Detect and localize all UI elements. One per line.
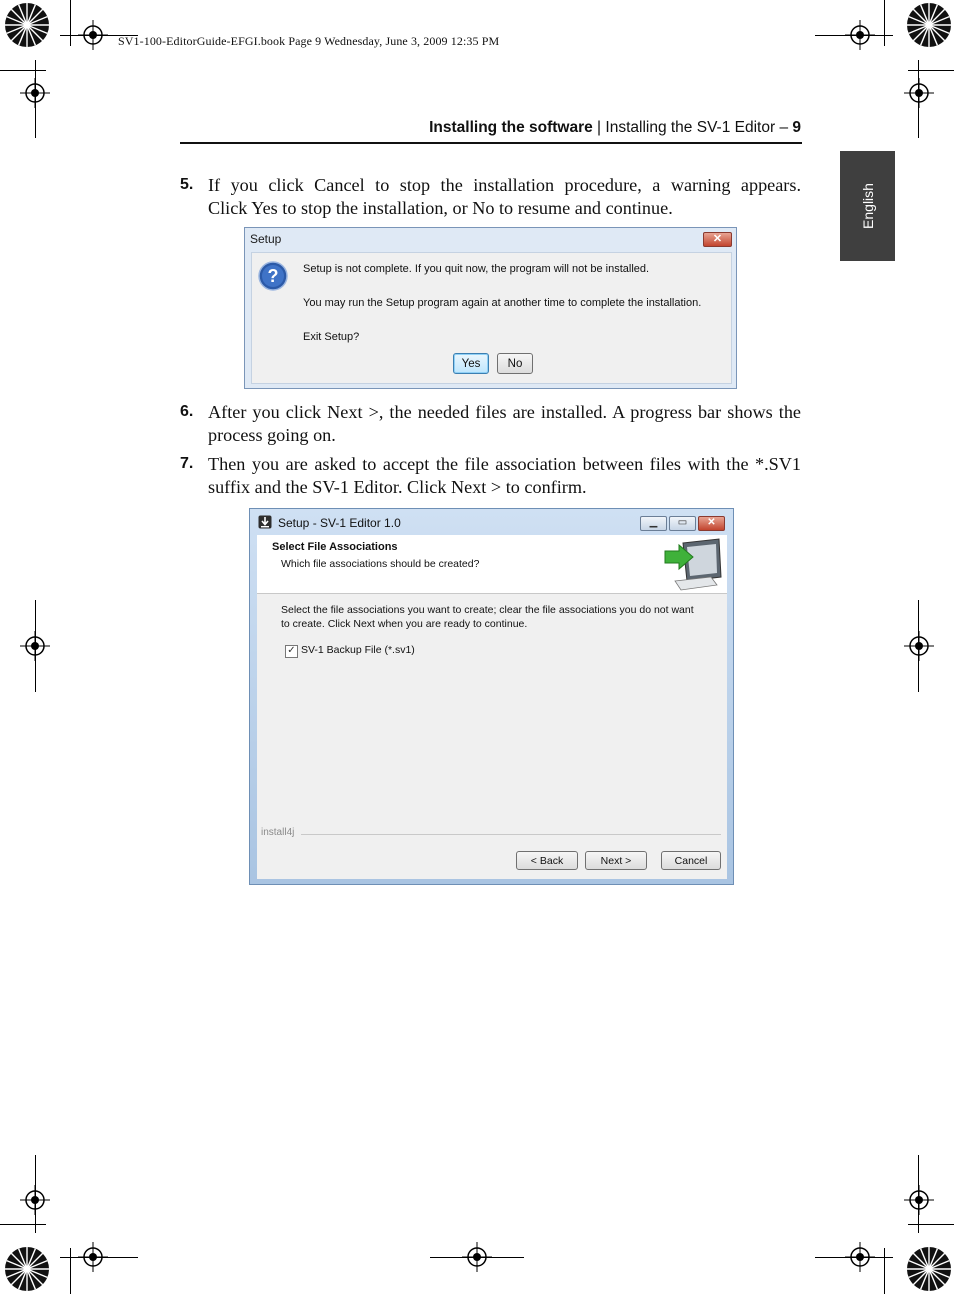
step-number: 5. xyxy=(180,176,194,193)
crop-line xyxy=(815,35,893,36)
installer-brand: install4j xyxy=(261,827,295,838)
running-head-separator: | xyxy=(592,119,606,136)
page-number: 9 xyxy=(792,119,801,136)
file-associations-dialog xyxy=(249,508,734,885)
running-head-subsection: Installing the SV-1 Editor xyxy=(605,119,776,136)
print-slug: SV1-100-EditorGuide-EFGI.book Page 9 Wednesday, June 3, 2009 12:35 PM xyxy=(118,34,500,48)
running-head-section: Installing the software xyxy=(429,119,593,136)
step-text-line: suffix and the SV-1 Editor. Click Next > to confirm. xyxy=(208,477,587,497)
crop-line xyxy=(0,1224,46,1225)
yes-button[interactable]: Yes xyxy=(453,353,489,374)
crop-line xyxy=(60,1257,138,1258)
cancel-button[interactable]: Cancel xyxy=(661,851,721,870)
footer-separator xyxy=(301,834,721,835)
running-head-dash: – xyxy=(775,119,793,136)
crop-line xyxy=(35,600,36,692)
crop-line xyxy=(884,0,885,46)
checkbox-label: SV-1 Backup File (*.sv1) xyxy=(301,644,415,656)
dialog-title: Setup - SV-1 Editor 1.0 xyxy=(278,516,401,530)
step-number: 7. xyxy=(180,455,194,472)
crop-line xyxy=(70,0,71,46)
crop-line xyxy=(35,60,36,138)
crop-line xyxy=(918,600,919,692)
question-icon xyxy=(258,261,288,291)
header-rule xyxy=(180,142,802,144)
maximize-button[interactable]: ▭ xyxy=(669,516,696,531)
crop-line xyxy=(815,1257,893,1258)
installer-icon xyxy=(258,515,272,529)
step-number: 6. xyxy=(180,403,194,420)
minimize-button[interactable]: ▁ xyxy=(640,516,667,531)
crop-line xyxy=(884,1248,885,1294)
crop-line xyxy=(908,1224,954,1225)
starburst-mark-top-left xyxy=(4,2,50,48)
registration-mark xyxy=(904,631,934,661)
dialog-client-area xyxy=(257,535,727,879)
step-text-line: If you click Cancel to stop the installation procedure, a warning appears. xyxy=(208,175,801,195)
dialog-body xyxy=(251,252,732,384)
wizard-header xyxy=(257,535,727,594)
starburst-mark-top-right xyxy=(906,2,952,48)
setup-warning-dialog xyxy=(244,227,737,389)
crop-line xyxy=(430,1257,524,1258)
no-button[interactable]: No xyxy=(497,353,533,374)
wizard-header-title: Select File Associations xyxy=(272,541,398,553)
crop-line xyxy=(35,1155,36,1233)
registration-mark xyxy=(904,78,934,108)
dialog-message-line: Setup is not complete. If you quit now, the program will not be installed. xyxy=(303,263,650,275)
dialog-message-line: Exit Setup? xyxy=(303,331,360,343)
starburst-mark-bottom-right xyxy=(906,1246,952,1292)
crop-line xyxy=(0,70,46,71)
step-text-line: After you click Next >, the needed files are installed. A progress bar shows the xyxy=(208,402,801,422)
sv1-association-checkbox[interactable]: ✓ xyxy=(285,645,298,658)
crop-line xyxy=(918,1155,919,1233)
step-text-line: Click Yes to stop the installation, or No to resume and continue. xyxy=(208,198,673,218)
instruction-line: to create. Click Next when you are ready to continue. xyxy=(281,618,528,630)
step-text-line: Then you are asked to accept the file association between files with the *.SV1 xyxy=(208,454,801,474)
close-button[interactable]: ✕ xyxy=(698,516,725,531)
instruction-line: Select the file associations you want to create; clear the file associations you do not want xyxy=(281,604,694,616)
close-button[interactable]: ✕ xyxy=(703,232,732,247)
dialog-title: Setup xyxy=(250,232,282,246)
crop-line xyxy=(70,1248,71,1294)
dialog-message-line: You may run the Setup program again at another time to complete the installation. xyxy=(303,297,702,309)
registration-mark xyxy=(904,1185,934,1215)
svg-text:?: ? xyxy=(267,266,279,286)
crop-line xyxy=(918,60,919,138)
next-button[interactable]: Next > xyxy=(585,851,647,870)
language-tab xyxy=(840,151,895,261)
starburst-mark-bottom-left xyxy=(4,1246,50,1292)
step-text-line: process going on. xyxy=(208,425,336,445)
back-button[interactable]: < Back xyxy=(516,851,578,870)
running-head xyxy=(180,119,801,137)
language-tab-label: English xyxy=(859,183,876,229)
computer-setup-icon xyxy=(661,537,725,593)
crop-line xyxy=(908,70,954,71)
wizard-header-subtitle: Which file associations should be created? xyxy=(281,558,480,570)
